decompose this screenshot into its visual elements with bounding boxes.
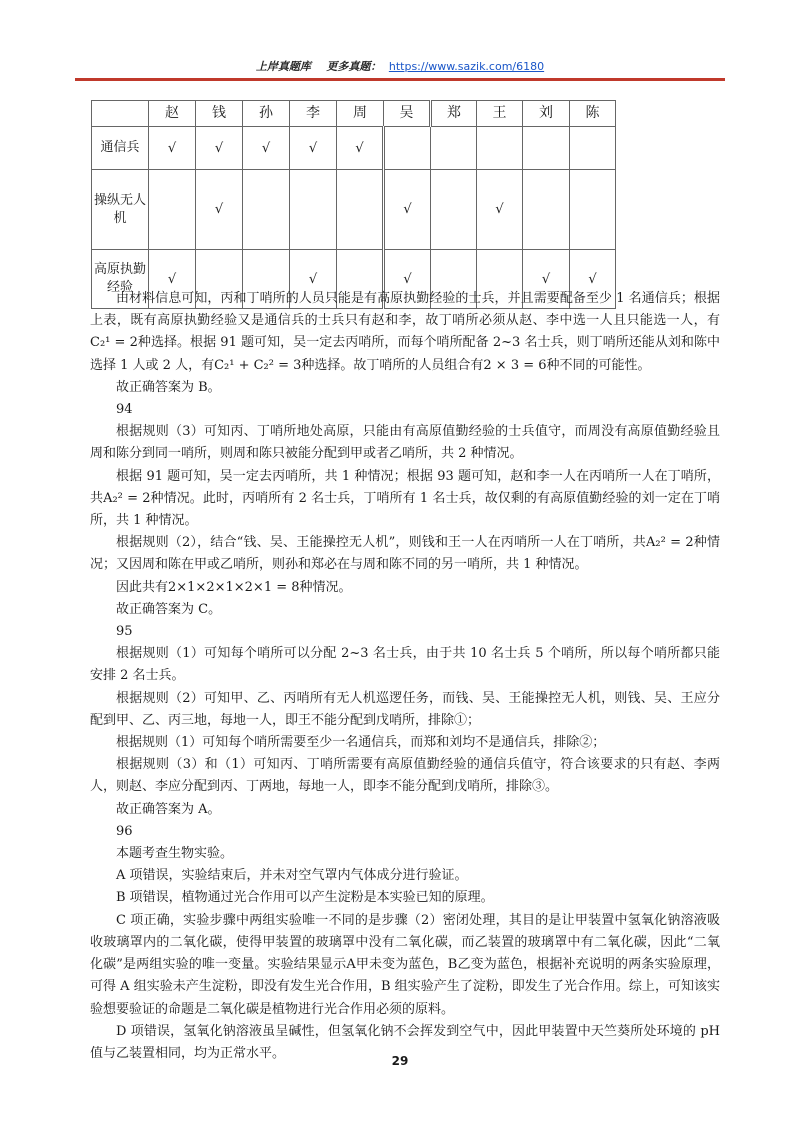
paragraph: 根据规则（3）和（1）可知丙、丁哨所需要有高原值勤经验的通信兵值守，符合该要求的只有赵、李两人，则赵、李应分配到丙、丁两地，每地一人，即李不能分配到戊哨所，排除③。 xyxy=(90,757,720,795)
page-header xyxy=(0,58,800,74)
paragraph: 根据 91 题可知，吴一定去丙哨所，共 1 种情况；根据 93 题可知，赵和李一人在丙哨所一人在丁哨所，共A₂² = 2种情况。此时，丙哨所有 2 名士兵，丁哨所有 1 名士兵，故仅剩的有高原值勤经验的刘一定在丁哨所，共 1 种情况。 xyxy=(90,468,720,529)
check-mark-icon: √ xyxy=(541,271,551,287)
table-cell xyxy=(523,170,570,250)
paragraph: 根据规则（2）可知甲、乙、丙哨所有无人机巡逻任务，而钱、吴、王能操控无人机，则钱、吴、王应分配到甲、乙、丙三地，每地一人，即王不能分配到戊哨所，排除①； xyxy=(90,690,720,728)
check-mark-icon: √ xyxy=(167,140,177,156)
site-name: 上岸真题库 xyxy=(255,60,311,73)
paragraph: A 项错误，实验结束后，并未对空气罩内气体成分进行验证。 xyxy=(116,868,468,884)
paragraph: B 项错误，植物通过光合作用可以产生淀粉是本实验已知的原理。 xyxy=(116,890,494,906)
check-mark-icon: √ xyxy=(214,140,224,156)
table-cell xyxy=(337,170,384,250)
paragraph: 故正确答案为 C。 xyxy=(116,601,222,617)
table-cell xyxy=(523,127,570,170)
table-column-header: 赵 xyxy=(149,101,196,127)
table-cell xyxy=(290,170,337,250)
table-cell xyxy=(431,127,477,170)
table-cell xyxy=(384,170,431,250)
paragraph: 96 xyxy=(116,823,133,839)
table-column-header: 孙 xyxy=(243,101,290,127)
page-number: 29 xyxy=(391,1054,409,1068)
check-mark-icon: √ xyxy=(167,271,177,287)
table-column-header: 郑 xyxy=(431,101,477,127)
table-column-header: 王 xyxy=(477,101,523,127)
table-cell xyxy=(290,127,337,170)
table-column-header: 钱 xyxy=(196,101,243,127)
table-cell xyxy=(477,170,523,250)
table-row xyxy=(92,127,616,170)
table-row-label: 高原执勤经验 xyxy=(92,250,149,309)
soldier-skill-table xyxy=(91,100,616,309)
table-column-header: 周 xyxy=(337,101,384,127)
table-column-header: 吴 xyxy=(384,101,431,127)
table-cell xyxy=(337,127,384,170)
table-row xyxy=(92,170,616,250)
check-mark-icon: √ xyxy=(261,140,271,156)
table-cell xyxy=(570,127,616,170)
paragraph: 故正确答案为 B。 xyxy=(116,379,221,395)
table-cell xyxy=(243,127,290,170)
table-cell xyxy=(243,170,290,250)
paragraph: 95 xyxy=(116,624,133,640)
table-cell xyxy=(431,170,477,250)
check-mark-icon: √ xyxy=(214,202,224,217)
header-rule xyxy=(75,78,725,81)
table-cell xyxy=(196,127,243,170)
more-questions-label: 更多真题： xyxy=(326,60,382,73)
table-cell xyxy=(196,170,243,250)
table-header-row xyxy=(92,101,616,127)
table-cell xyxy=(570,170,616,250)
check-mark-icon: √ xyxy=(588,271,597,287)
check-mark-icon: √ xyxy=(495,202,504,217)
table-cell xyxy=(384,127,431,170)
check-mark-icon: √ xyxy=(403,271,412,287)
paragraph: 根据规则（1）可知每个哨所可以分配 2~3 名士兵，由于共 10 名士兵 5 个哨所，所以每个哨所都只能安排 2 名士兵。 xyxy=(90,646,720,684)
table-corner-cell xyxy=(92,101,149,127)
check-mark-icon: √ xyxy=(308,271,318,287)
paragraph: 根据规则（2），结合“钱、吴、王能操控无人机”，则钱和王一人在丙哨所一人在丁哨所，共A₂² = 2种情况；又因周和陈在甲或乙哨所，则孙和郑必在与周和陈不同的另一哨所，共 1 种情况。 xyxy=(90,535,720,573)
paragraph: 根据规则（1）可知每个哨所需要至少一名通信兵，而郑和刘均不是通信兵，排除②； xyxy=(116,735,606,751)
check-mark-icon: √ xyxy=(403,202,412,217)
table-column-header: 李 xyxy=(290,101,337,127)
table-cell xyxy=(149,127,196,170)
table-row-label: 通信兵 xyxy=(92,127,149,170)
explanation-text xyxy=(90,288,720,1065)
paragraph: D 项错误，氢氧化钠溶液虽呈碱性，但氢氧化钠不会挥发到空气中，因此甲装置中天竺葵所处环境的 pH 值与乙装置相同，均为正常水平。 xyxy=(90,1023,720,1061)
check-mark-icon: √ xyxy=(308,140,318,156)
paragraph: C 项正确，实验步骤中两组实验唯一不同的是步骤（2）密闭处理，其目的是让甲装置中氢氧化钠溶液吸收玻璃罩内的二氧化碳，使得甲装置的玻璃罩中没有二氧化碳，而乙装置的玻璃罩中有二氧化碳，因此“二氧化碳”是两组实验的唯一变量。实验结果显示A甲未变为蓝色，B乙变为蓝色，根据补充说明的两条实验原理，可得 A 组实验未产生淀粉，即没有发生光合作用，B 组实验产生了淀粉，即发生了光合作用。综上，可知该实验想要验证的命题是二氧化碳是植物进行光合作用必须的原料。 xyxy=(90,912,720,1017)
check-mark-icon: √ xyxy=(355,140,364,156)
site-url-link[interactable]: https://www.sazik.com/6180 xyxy=(388,60,545,73)
table-cell xyxy=(477,127,523,170)
paragraph: 因此共有2×1×2×1×2×1 = 8种情况。 xyxy=(116,579,352,595)
paragraph: 故正确答案为 A。 xyxy=(116,801,221,817)
table-column-header: 陈 xyxy=(570,101,616,127)
table-row-label: 操纵无人机 xyxy=(92,170,149,250)
paragraph: 由材料信息可知，丙和丁哨所的人员只能是有高原执勤经验的士兵，并且需要配备至少 1 名通信兵；根据上表，既有高原执勤经验又是通信兵的士兵只有赵和李，故丁哨所必须从赵、李中选一人且只能选一人，有C₂¹ = 2种选择。根据 91 题可知，吴一定去丙哨所，而每个哨所配备 2~3 名士兵，则丁哨所还能从刘和陈中选择 1 人或 2 人，有C₂¹ + C₂² = 3种选择。故丁哨所的人员组合有2 × 3 = 6种不同的可能性。 xyxy=(90,291,720,373)
table-cell xyxy=(149,170,196,250)
paragraph: 94 xyxy=(116,402,133,418)
paragraph: 本题考查生物实验。 xyxy=(116,846,234,862)
paragraph: 根据规则（3）可知丙、丁哨所地处高原，只能由有高原值勤经验的士兵值守，而周没有高原值勤经验且周和陈分到同一哨所，则周和陈只被能分配到甲或者乙哨所，共 2 种情况。 xyxy=(90,424,720,462)
table-column-header: 刘 xyxy=(523,101,570,127)
